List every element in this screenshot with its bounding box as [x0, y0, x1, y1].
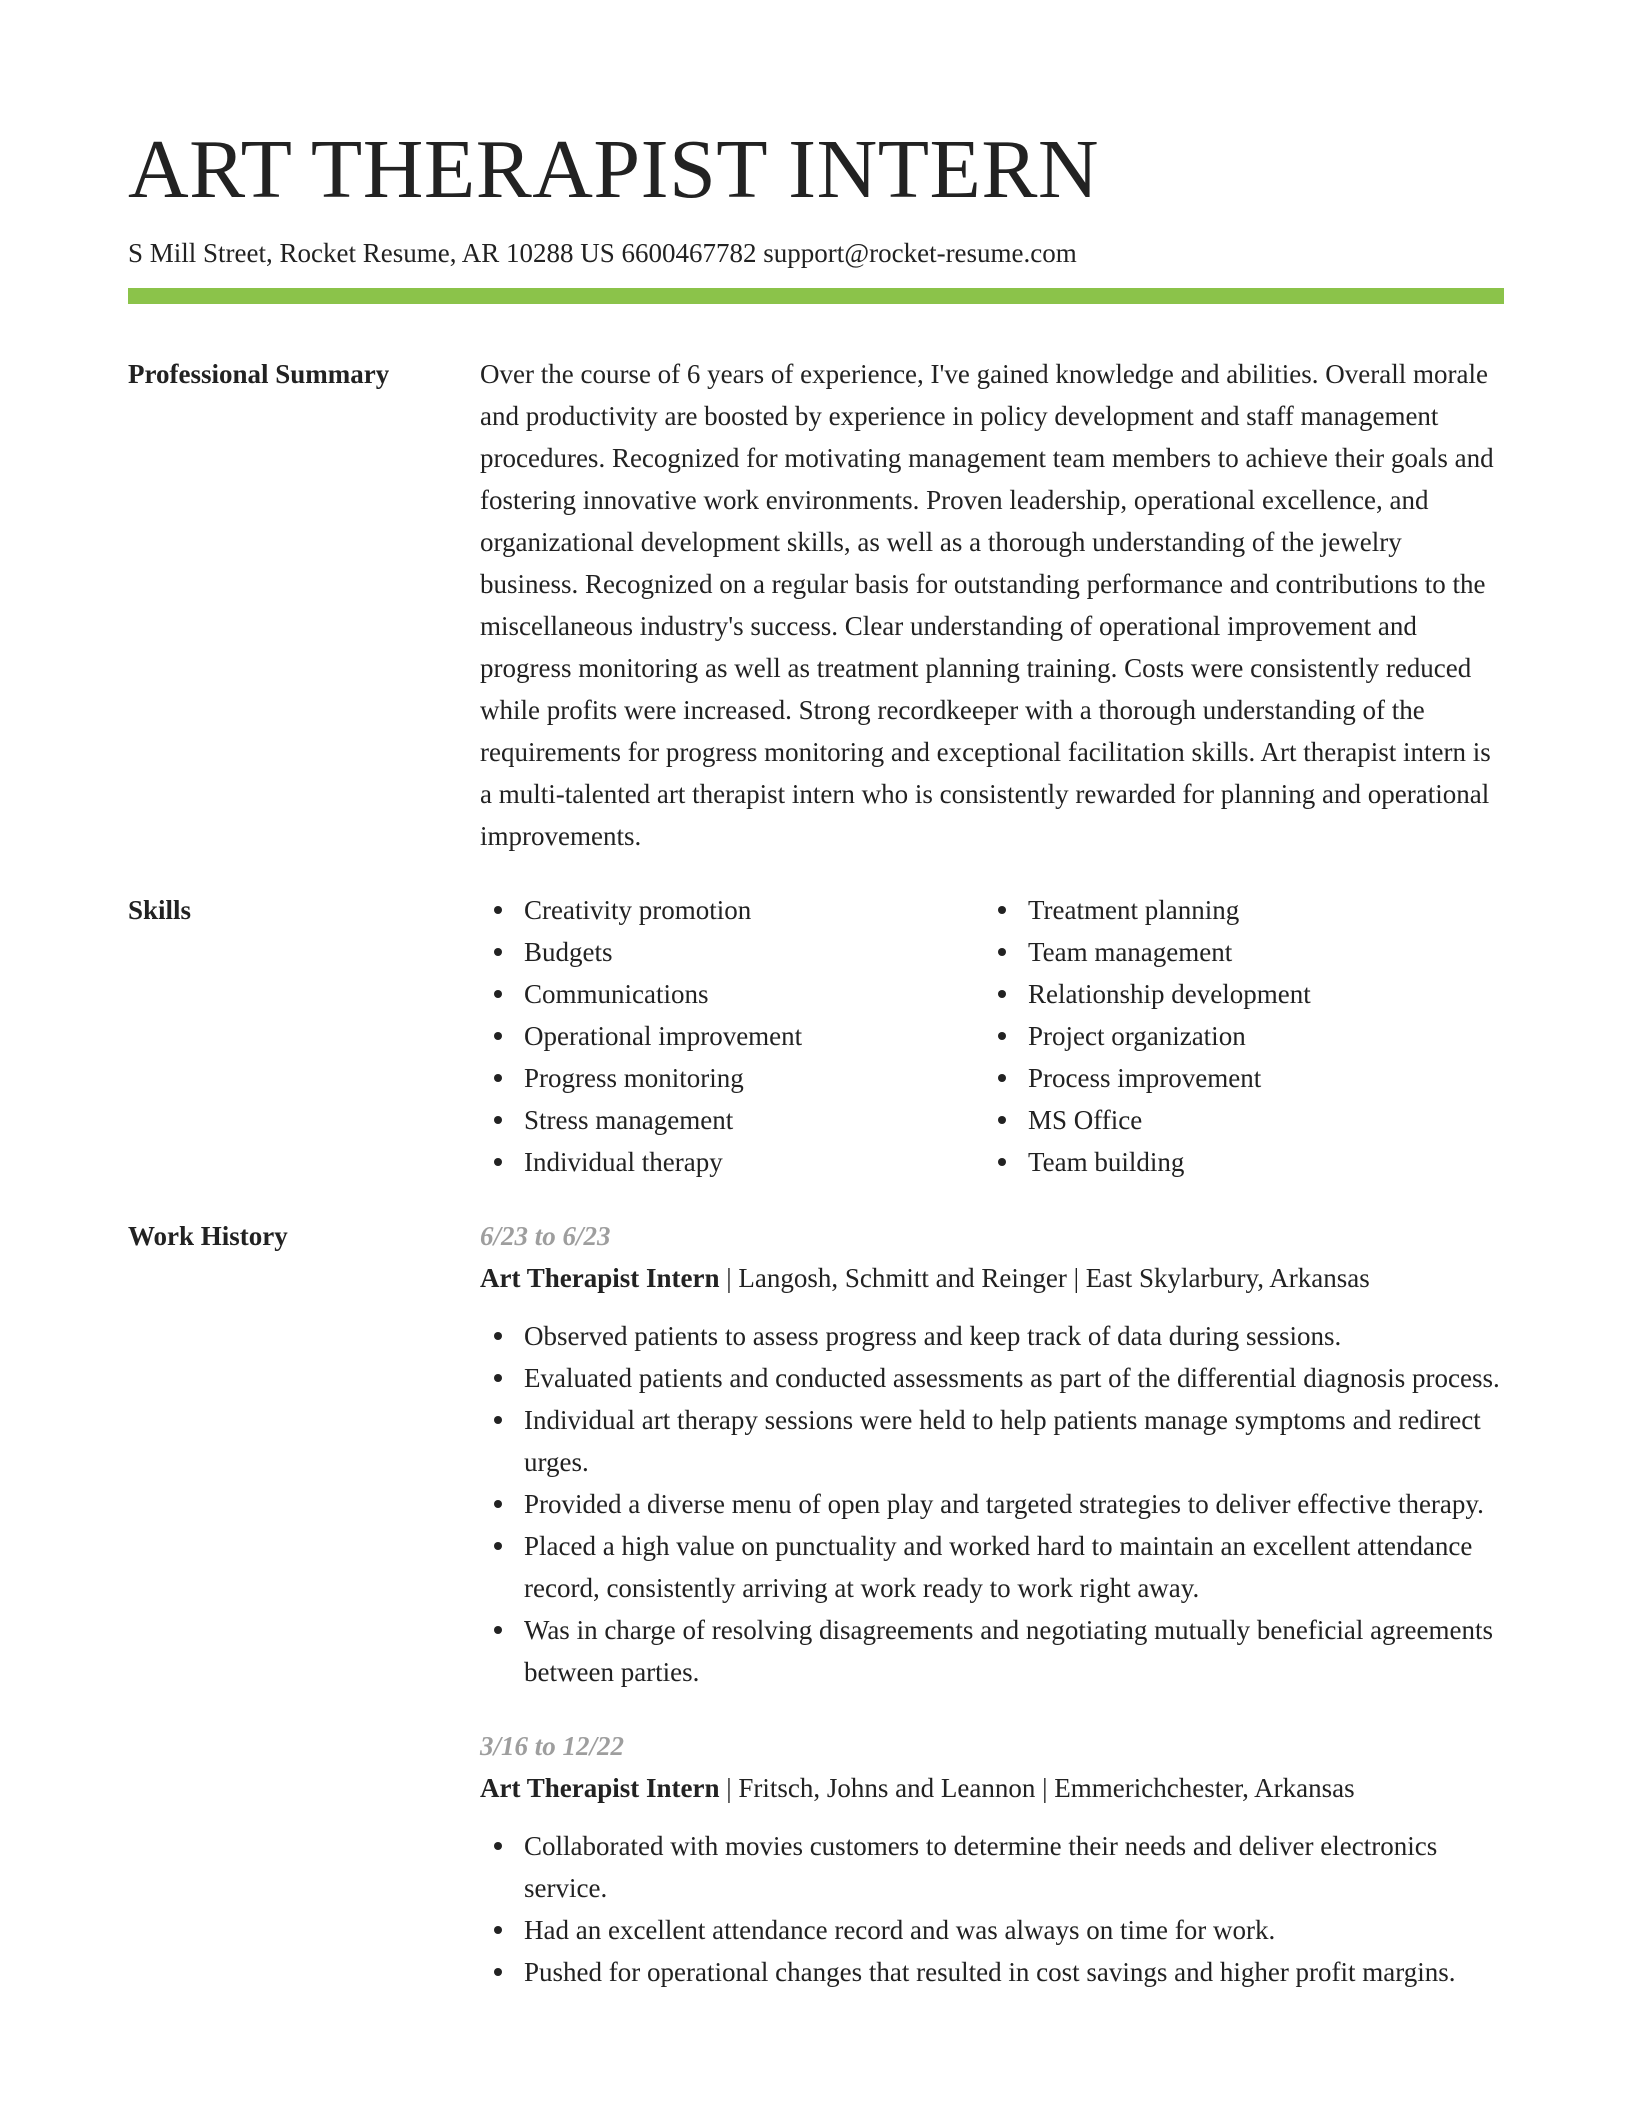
skill-item: MS Office	[984, 1099, 1488, 1141]
skill-item: Relationship development	[984, 973, 1488, 1015]
job-bullet: Pushed for operational changes that resulted in cost savings and higher profit margins.	[480, 1951, 1504, 1993]
job-dates: 3/16 to 12/22	[480, 1731, 625, 1761]
section-label: Professional Summary	[128, 359, 390, 389]
job-bullet-list	[480, 1825, 1504, 1993]
job-title-line	[480, 1767, 1504, 1809]
candidate-name: ART THERAPIST INTERN	[128, 123, 1100, 216]
skill-item: Creativity promotion	[480, 889, 984, 931]
job-details: | Langosh, Schmitt and Reinger | East Skylarbury, Arkansas	[719, 1263, 1370, 1293]
job-title: Art Therapist Intern	[480, 1773, 720, 1803]
job-dates: 6/23 to 6/23	[480, 1221, 611, 1251]
section-skills	[128, 889, 1504, 1183]
skill-item: Progress monitoring	[480, 1057, 984, 1099]
skill-item: Operational improvement	[480, 1015, 984, 1057]
section-label: Skills	[128, 895, 192, 925]
section-professional-summary	[128, 353, 1504, 857]
resume-page	[128, 120, 1504, 1993]
job-bullet: Placed a high value on punctuality and worked hard to maintain an excellent attendance record, consistently arriving at work ready to work right away.	[480, 1525, 1504, 1609]
job-bullet: Individual art therapy sessions were held to help patients manage symptoms and redirect urges.	[480, 1399, 1504, 1483]
skill-item: Stress management	[480, 1099, 984, 1141]
job-entry	[480, 1725, 1504, 1993]
section-work-history	[128, 1215, 1504, 1993]
job-bullet: Evaluated patients and conducted assessments as part of the differential diagnosis process.	[480, 1357, 1504, 1399]
skill-item: Team building	[984, 1141, 1488, 1183]
contact-line: S Mill Street, Rocket Resume, AR 10288 US 6600467782 support@rocket-resume.com	[128, 238, 1077, 268]
job-details: | Fritsch, Johns and Leannon | Emmerichchester, Arkansas	[719, 1773, 1355, 1803]
job-title: Art Therapist Intern	[480, 1263, 720, 1293]
job-bullet: Observed patients to assess progress and keep track of data during sessions.	[480, 1315, 1504, 1357]
summary-text: Over the course of 6 years of experience, I've gained knowledge and abilities. Overall morale and productivity are boosted by experience in policy development and staff management procedures. Recognized for motivating management team members to achieve their goals and fostering innovative work environments. Proven leadership, operational excellence, and organizational development skills, as well as a thorough understanding of the jewelry business. Recognized on a regular basis for outstanding performance and contributions to the miscellaneous industry's success. Clear understanding of operational improvement and progress monitoring as well as treatment planning training. Costs were consistently reduced while profits were increased. Strong recordkeeper with a thorough understanding of the requirements for progress monitoring and exceptional facilitation skills. Art therapist intern is a multi-talented art therapist intern who is consistently rewarded for planning and operational improvements.	[480, 359, 1494, 851]
skills-list-right	[984, 889, 1488, 1183]
job-bullet-list	[480, 1315, 1504, 1693]
skill-item: Treatment planning	[984, 889, 1488, 931]
skill-item: Individual therapy	[480, 1141, 984, 1183]
skill-item: Project organization	[984, 1015, 1488, 1057]
job-bullet: Provided a diverse menu of open play and targeted strategies to deliver effective therapy.	[480, 1483, 1504, 1525]
job-title-line	[480, 1257, 1504, 1299]
job-bullet: Had an excellent attendance record and was always on time for work.	[480, 1909, 1504, 1951]
skills-list-left	[480, 889, 984, 1183]
skills-columns	[480, 889, 1504, 1183]
skill-item: Process improvement	[984, 1057, 1488, 1099]
job-entry	[480, 1215, 1504, 1693]
job-bullet: Collaborated with movies customers to determine their needs and deliver electronics service.	[480, 1825, 1504, 1909]
job-bullet: Was in charge of resolving disagreements and negotiating mutually beneficial agreements between parties.	[480, 1609, 1504, 1693]
skill-item: Budgets	[480, 931, 984, 973]
skill-item: Communications	[480, 973, 984, 1015]
skill-item: Team management	[984, 931, 1488, 973]
section-label: Work History	[128, 1221, 288, 1251]
header-divider	[128, 288, 1504, 304]
